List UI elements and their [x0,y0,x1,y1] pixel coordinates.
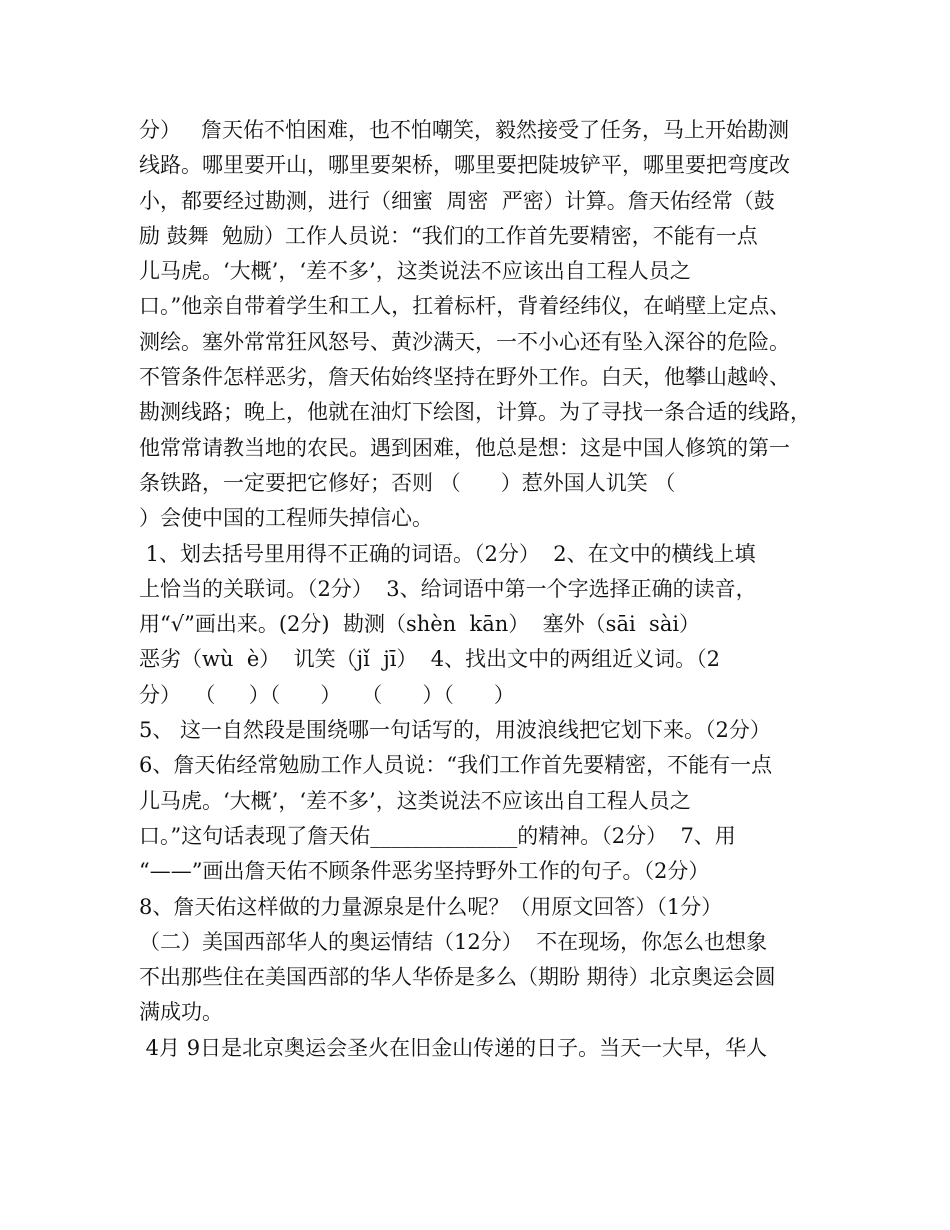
text-line: 线路。哪里要开山，哪里要架桥，哪里要把陡坡铲平，哪里要把弯度改 [139,153,790,178]
question-line: 儿马虎。‘大概’，‘差不多’，这类说法不应该出自工程人员之 [139,788,691,813]
question-line: 8、詹天佑这样做的力量源泉是什么呢？（用原文回答）（1分） [139,894,723,919]
text-line: 不出那些住在美国西部的华人华侨是多么（期盼 期待）北京奥运会圆 [139,965,776,990]
text-line: ）会使中国的工程师失掉信心。 [139,506,433,531]
text-line: 勘测线路；晚上，他就在油灯下绘图，计算。为了寻找一条合适的线路， [139,400,811,425]
question-line: 恶劣（wù è） 讥笑（jǐ jī） 4、找出文中的两组近义词。（2 [139,647,721,672]
question-line: 6、詹天佑经常勉励工作人员说：“我们工作首先要精密，不能有一点 [139,753,773,778]
text-line: 口。”他亲自带着学生和工人，扛着标杆，背着经纬仪，在峭壁上定点、 [139,294,791,319]
text-line: 儿马虎。‘大概’，‘差不多’，这类说法不应该出自工程人员之 [139,259,691,284]
question-line: 上恰当的关联词。（2分） 3、给词语中第一个字选择正确的读音， [139,576,757,601]
text-line: 满成功。 [139,1000,223,1025]
question-line: 5、 这一自然段是围绕哪一句话写的，用波浪线把它划下来。（2分） [139,718,771,743]
section-heading-line: （二）美国西部华人的奥运情结（12分） 不在现场，你怎么也想象 [139,929,768,954]
text-line: 4月 9日是北京奥运会圣火在旧金山传递的日子。当天一大早，华人 [139,1035,768,1060]
question-line: 1、划去括号里用得不正确的词语。（2分） 2、在文中的横线上填 [139,541,756,566]
question-line: 用“√”画出来。(2分) 勘测（shèn kān） 塞外（sāi sài） [139,612,701,637]
document-body [139,113,829,1066]
answer-blanks-line: 分） （ ）（ ） （ ）（ ） [139,682,515,707]
text-line: 小，都要经过勘测，进行（细蜜 周密 严密）计算。詹天佑经常（鼓 [139,188,775,213]
text-line: 分） 詹天佑不怕困难，也不怕嘲笑，毅然接受了任务，马上开始勘测 [139,118,790,142]
question-line: “——”画出詹天佑不顾条件恶劣坚持野外工作的句子。（2分） [139,859,710,884]
question-line: 口。”这句话表现了詹天佑______________的精神。（2分） 7、用 [139,823,736,848]
text-line: 励 鼓舞 勉励）工作人员说：“我们的工作首先要精密，不能有一点 [139,223,758,248]
text-line: 条铁路，一定要把它修好；否则 （ ）惹外国人讥笑 （ [139,470,676,495]
text-line: 不管条件怎样恶劣，詹天佑始终坚持在野外工作。白天，他攀山越岭、 [139,365,790,390]
text-line: 他常常请教当地的农民。遇到困难，他总是想：这是中国人修筑的第一 [139,435,790,460]
text-line: 测绘。塞外常常狂风怒号、黄沙满天，一不小心还有坠入深谷的危险。 [139,329,790,354]
